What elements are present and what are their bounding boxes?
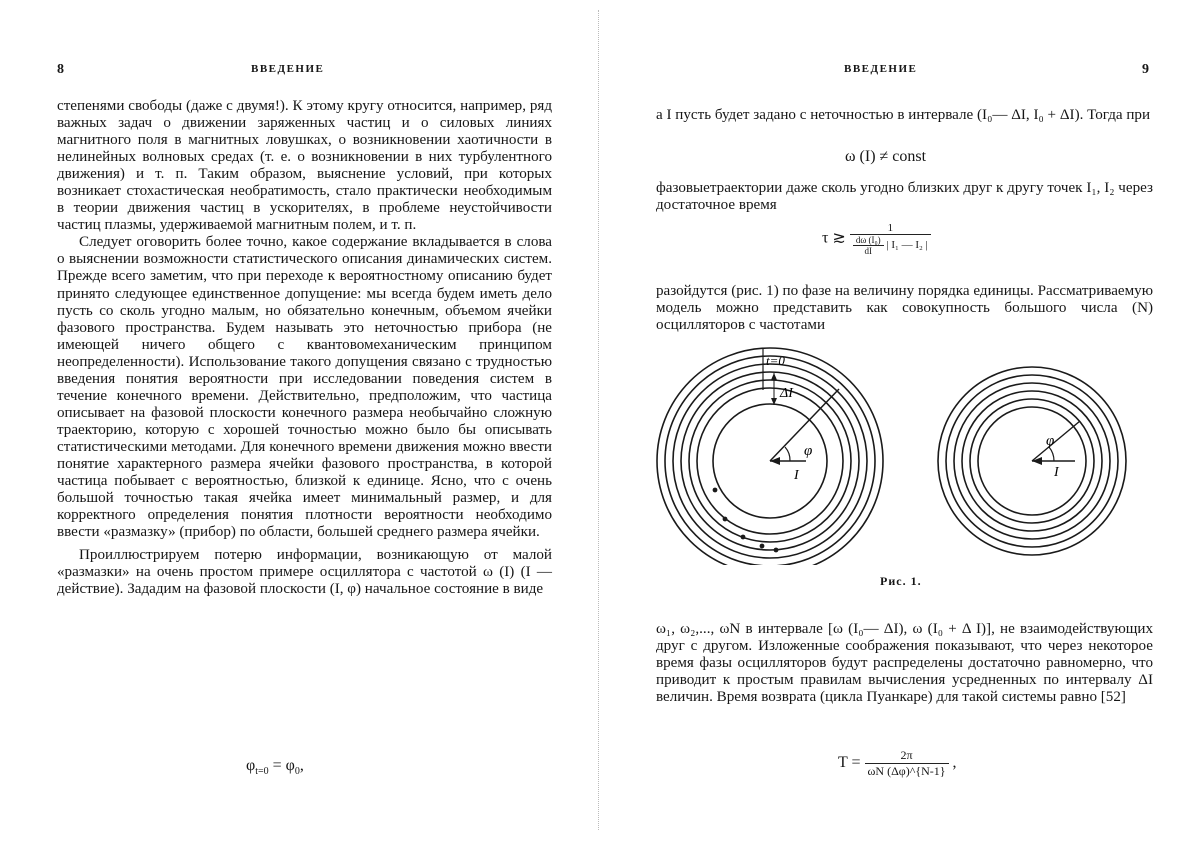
page-number: 9 <box>1142 62 1149 77</box>
paragraph: Проиллюстрируем потерю информации, возникающую от малой «размазки» на очень простом примере осциллятора с частотой ω (I) (I — действие). Зададим на фазовой плоскости (I, φ) начальное состояние в виде <box>57 547 552 598</box>
phase-point <box>774 548 779 553</box>
paragraph: Следует оговорить более точно, какое содержание вкладывается в слова о выяснении возможности статистического описания динамических систем. Прежде всего заметим, что при переходе к вероятностному описанию будет принято следующее единственное допущение: мы всегда будем иметь дело пусть со сколь угодно малым, но обязательно конечным, объемом ячейки фазового пространства. Будем называть это неточностью прибора (не имеющей ничего общего с квантовомеханическим принципом неопределенности). Использование такого допущения связано с трудностью введения понятия вероятности при исследовании поведения систем в течение конечного времени. Действительно, предположим, что частица описывает на фазовой плоскости конечного размера необычайно сложную траекторию, которую с хорошей точностью можно было бы описывать статистическими методами. Для конечного времени движения можно ввести понятие характерного размера ячейки фазового пространства, в которой частица побывает с вероятностью, близкой к единице. Ясно, что с очень большой точностью такая ячейка имеет минимальный размер, и для корректного определения понятия плотности вероятности необходимо ввести «размазку» (прибор) по области, большей среднего размера ячейки. <box>57 234 552 541</box>
label-action: I <box>1054 465 1059 480</box>
label-phi: φ <box>804 443 813 459</box>
fraction <box>865 748 949 779</box>
formula-tail: , <box>952 754 957 772</box>
phase-point <box>713 488 718 493</box>
running-head: ВВЕДЕНИЕ <box>251 63 325 75</box>
phase-point <box>760 544 765 549</box>
page-number: 8 <box>57 62 64 77</box>
figure-caption: Рис. 1. <box>880 574 922 588</box>
formula-poincare <box>838 748 957 779</box>
phase-point <box>723 517 728 522</box>
paragraph: степенями свободы (даже с двумя!). К этому кругу относится, например, ряд важных задач о движении заряженных частиц и о силовых линиях магнитного поля в магнитных ловушках, о возникновении хаотичности в нелинейных волновых средах (т. е. о возникновении в них турбулентного движения) и т. п. Таким образом, выяснение условий, при которых возникает стохастическая необратимость, стало практически необходимым в теории движения частиц в ускорителях, в проблеме неустойчивости частиц плазмы, удерживаемой магнитным полем, и т. п. <box>57 98 552 234</box>
running-head: ВВЕДЕНИЕ <box>844 63 918 75</box>
derivative-numerator: dω (I₀) <box>853 235 884 246</box>
fraction <box>850 222 931 256</box>
angle-arc <box>1049 447 1054 461</box>
paragraph: фазовыетраектории даже сколь угодно близких друг к другу точек I₁, I₂ через достаточное время <box>656 180 1153 214</box>
formula-lhs: T = <box>838 754 861 772</box>
figure-1 <box>600 345 1200 565</box>
paragraph: разойдутся (рис. 1) по фазе на величину порядка единицы. Рассматриваемую модель можно представить как совокупность большого числа (N) осцилляторов с частотами <box>656 283 1153 334</box>
arrow-head <box>770 457 780 465</box>
label-delta-i: ΔI <box>780 386 793 401</box>
angle-arc <box>785 447 790 461</box>
radius-line <box>1032 421 1080 461</box>
left-body-text <box>57 98 552 598</box>
label-action: I <box>794 468 799 483</box>
formula-initial-phase: $\varphi_{t=0} = \varphi_0$, <box>246 757 304 778</box>
label-t0: t=0 <box>766 353 785 368</box>
paragraph: ω₁, ω₂,..., ωN в интервале [ω (I₀— ΔI), ω (I₀ + Δ I)], не взаимодействующих друг с другом. Изложенные соображения показывают, что через некоторое время фазы осцилляторов будут распределены достаточно равномерно, что приводит к простым правилам вычисления усредненных по интервалу ΔI величин. Время возврата (цикла Пуанкаре) для такой системы равно [52] <box>656 621 1153 706</box>
formula-tau <box>822 222 931 256</box>
formula-omega-const: ω (I) ≠ const <box>845 148 927 165</box>
fraction-denominator: ωN (Δφ)^{N-1} <box>867 764 946 778</box>
arrow-head <box>1032 457 1042 465</box>
phase-point <box>741 535 746 540</box>
derivative-denominator: dI <box>864 246 872 256</box>
fraction-numerator: 1 <box>850 222 931 235</box>
fraction-numerator: 2π <box>865 748 949 764</box>
right-page <box>600 0 1200 848</box>
paragraph: а I пусть будет задано с неточностью в интервале (I₀— ΔI, I₀ + ΔI). Тогда при <box>656 107 1151 123</box>
difference-term: | I₁ — I₂ | <box>886 239 928 252</box>
formula-lhs: τ ≳ <box>822 229 846 247</box>
label-phi: φ <box>1046 433 1055 449</box>
